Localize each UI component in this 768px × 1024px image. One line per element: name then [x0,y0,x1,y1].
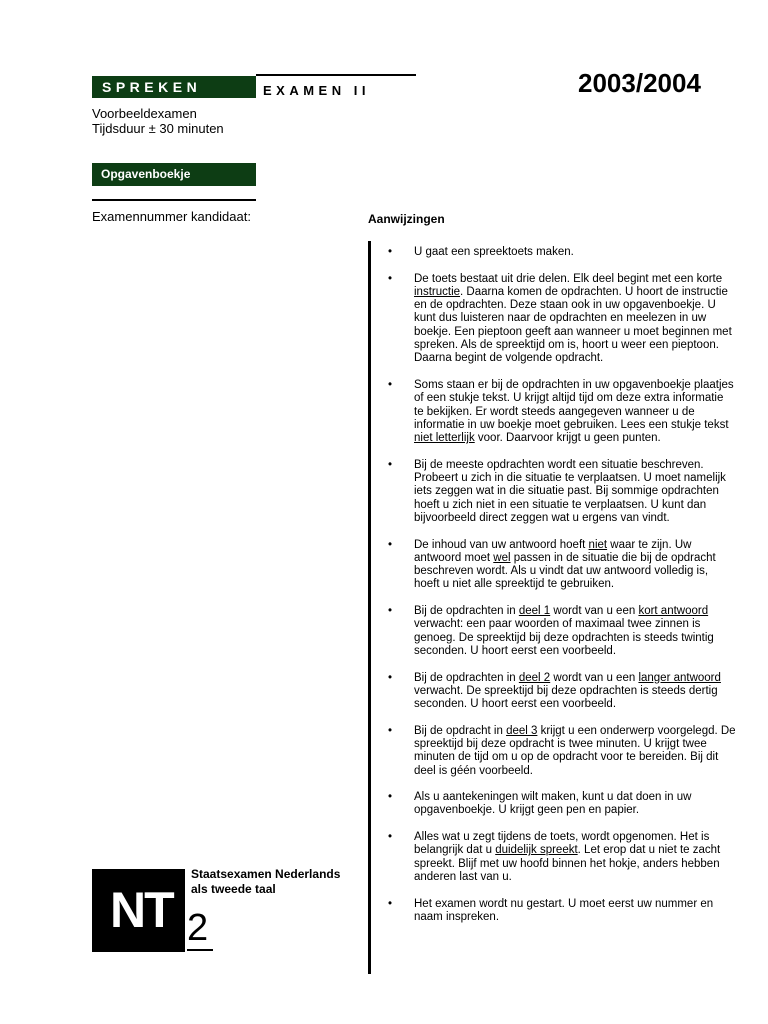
emphasis-text: kort antwoord [638,605,709,618]
instruction-text: Bij de opdrachten in [414,671,519,684]
instruction-text: Alles wat u zegt tijdens de toets, wordt opgenomen. Het is belangrijk dat u [414,831,710,857]
exam-label: EXAMEN II [263,83,370,98]
emphasis-text: deel 3 [506,724,538,737]
instruction-item [388,898,736,925]
instruction-text: Als u aantekeningen wilt maken, kunt u dat doen in uw opgavenboekje. U krijgt geen pen en papier. [414,791,692,817]
logo-title-line1: Staatsexamen Nederlands [191,867,341,881]
nt2-logo: NT [92,869,185,952]
instruction-item [388,379,736,445]
instruction-item [388,273,736,366]
instruction-text: Bij de meeste opdrachten wordt een situatie beschreven. Probeert u zich in die situatie te verplaatsen. U moet namelijk iets zeggen wat in die situatie past. Bij sommige opdrachten hoeft u zich niet in een situatie te verplaatsen. U kunt dan bijvoorbeeld direct zeggen wat u ergens van vindt. [414,458,726,524]
booklet-label: Opgavenboekje [92,163,256,186]
nt2-logo-underline [187,949,213,951]
bullet-icon: • [388,246,393,258]
instructions-list [388,246,736,937]
instruction-text: U gaat een spreektoets maken. [414,246,574,258]
nt2-logo-sub: 2 [187,907,209,949]
instruction-item [388,791,736,818]
subtitle-example: Voorbeeldexamen [92,106,197,121]
bullet-icon: • [388,671,393,684]
instruction-text: waar te zijn. Uw antwoord moet [414,538,692,564]
instructions-title: Aanwijzingen [368,212,445,226]
instruction-item [388,539,736,592]
emphasis-text: niet letterlijk [414,432,475,445]
emphasis-text: niet [588,538,608,551]
instruction-text: De toets bestaat uit drie delen. Elk deel begint met een korte [414,272,723,285]
bullet-icon: • [388,538,393,551]
logo-title-line2: als tweede taal [191,882,276,896]
bullet-icon: • [388,378,393,391]
instruction-text: wordt van u een [550,671,639,684]
instruction-text: verwacht. De spreektijd bij deze opdrachten is steeds dertig seconden. U hoort eerst een voorbeeld. [414,684,718,711]
instruction-text: krijgt u een onderwerp voorgelegd. De spreektijd bij deze opdracht is twee minuten. U krijgt twee minuten de tijd om u op de opdracht voor te bereiden. Bij dit deel is géén voorbeeld. [414,724,736,777]
bullet-icon: • [388,724,393,737]
instruction-text: . Daarna komen de opdrachten. U hoort de instructie en de opdrachten. Deze staan ook in uw opgavenboekje. U kunt dus luisteren naar de opdrachten en meelezen in uw boekje. Een pieptoon geeft aan wanneer u moet beginnen met spreken. Als de spreektijd om is, hoort u weer een pieptoon. Daarna begint de volgende opdracht. [414,285,732,365]
emphasis-text: deel 1 [518,605,551,618]
emphasis-text: instructie [414,285,461,298]
instruction-item [388,246,736,259]
bullet-icon: • [388,605,393,618]
bullet-icon: • [388,831,393,844]
emphasis-text: langer antwoord [638,671,721,684]
instruction-item [388,672,736,712]
instruction-text: Soms staan er bij de opdrachten in uw opgavenboekje plaatjes of een stukje tekst. U krijgt altijd tijd om deze extra informatie te bekijken. Er wordt steeds aangegeven wanneer u de informatie in uw boekje moet gebruiken. Lees een stukje tekst [414,378,734,431]
header-rule [256,74,416,76]
instructions-bar [368,241,371,974]
bullet-icon: • [388,458,393,471]
instruction-item [388,605,736,658]
instruction-item [388,831,736,884]
bullet-icon: • [388,897,393,910]
instruction-text: Bij de opdracht in [414,724,507,737]
emphasis-text: duidelijk spreekt [495,844,578,857]
instruction-text: voor. Daarvoor krijgt u geen punten. [474,432,661,445]
instruction-text: verwacht: een paar woorden of maximaal twee zinnen is genoeg. De spreektijd bij deze opdrachten is steeds twintig seconden. U hoort eerst een voorbeeld. [414,618,714,657]
emphasis-text: deel 2 [518,671,551,684]
candidate-number-label: Examennummer kandidaat: [92,209,251,224]
instruction-text: . Let erop dat u niet te zacht spreekt. Blijf met uw hoofd binnen het hokje, anders hebben anderen last van u. [414,844,721,883]
instruction-text: Bij de opdrachten in [414,605,519,618]
instruction-text: De inhoud van uw antwoord hoeft [414,538,589,551]
bullet-icon: • [388,272,393,285]
section-label: SPREKEN [92,76,256,98]
divider-rule [92,199,256,201]
emphasis-text: wel [493,551,511,564]
instruction-item [388,725,736,778]
bullet-icon: • [388,791,393,804]
instruction-item [388,459,736,525]
instruction-text: Het examen wordt nu gestart. U moet eerst uw nummer en naam inspreken. [414,897,714,923]
instruction-text: passen in de situatie die bij de opdracht beschreven wordt. Als u vindt dat uw antwoord volledig is, hoeft u niet alle spreektijd te gebruiken. [414,551,716,591]
instruction-text: wordt van u een [550,605,639,618]
subtitle-duration: Tijdsduur ± 30 minuten [92,121,224,136]
exam-year: 2003/2004 [578,68,701,98]
